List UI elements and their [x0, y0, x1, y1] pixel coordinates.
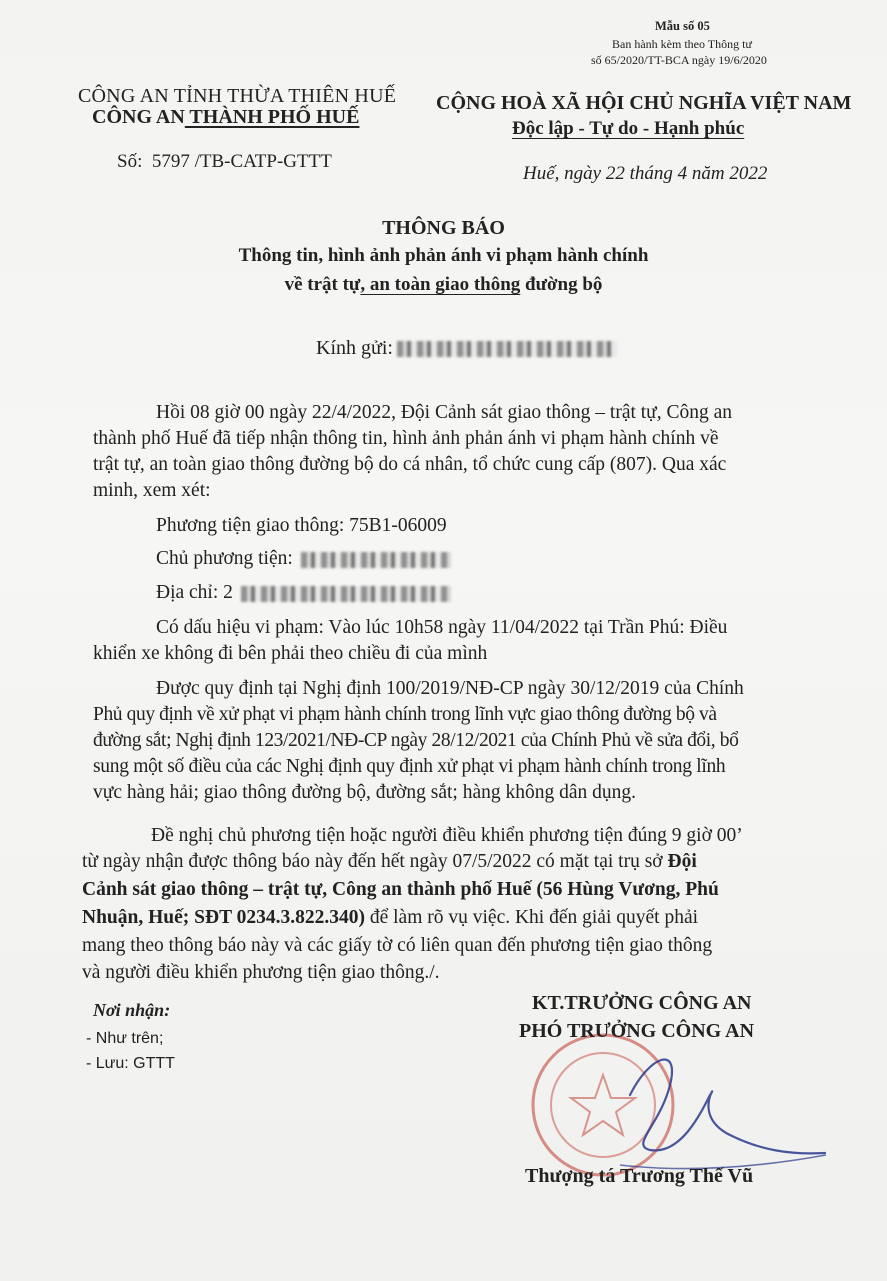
subtitle-part1: về trật tự [284, 274, 361, 295]
form-issued-line1: Ban hành kèm theo Thông tư [612, 37, 752, 51]
owner-info [156, 546, 451, 572]
paragraph3-line2-text: từ ngày nhận được thông báo này đến hết ngày 07/5/2022 có mặt tại trụ sở [82, 851, 668, 872]
form-number: Mẫu số 05 [655, 19, 710, 33]
document-subtitle-line1: Thông tin, hình ảnh phản ánh vi phạm hành chính [238, 245, 649, 266]
paragraph3-line4-bold: Nhuận, Huế; SĐT 0234.3.822.340) [82, 907, 365, 928]
paragraph2-line1: Được quy định tại Nghị định 100/2019/NĐ-CP ngày 30/12/2019 của Chính [156, 678, 744, 699]
redacted-recipient [397, 341, 617, 357]
document-number [117, 151, 332, 173]
issuing-organization [92, 106, 359, 129]
document-date: Huế, ngày 22 tháng 4 năm 2022 [523, 163, 768, 184]
recipients-heading: Nơi nhận: [93, 1000, 171, 1020]
paragraph3-line1: Đề nghị chủ phương tiện hoặc người điều khiển phương tiện đúng 9 giờ 00’ [151, 825, 743, 846]
parent-organization: CÔNG AN TỈNH THỪA THIÊN HUẾ [78, 85, 397, 107]
recipients-item-1: - Như trên; [86, 1030, 164, 1047]
handwritten-signature [590, 1035, 830, 1175]
paragraph3-line3: Cảnh sát giao thông – trật tự, Công an thành phố Huế (56 Hùng Vương, Phú [82, 879, 719, 900]
paragraph1-line4: minh, xem xét: [93, 480, 211, 501]
paragraph3-line6: và người điều khiển phương tiện giao thông./. [82, 962, 440, 983]
owner-label: Chủ phương tiện: [156, 548, 293, 569]
signatory-title-2: PHÓ TRƯỞNG CÔNG AN [519, 1020, 755, 1042]
org-name-part1: CÔNG AN [92, 106, 185, 128]
org-name-part2: THÀNH PHỐ HUẾ [184, 106, 360, 128]
signatory-title-1: KT.TRƯỞNG CÔNG AN [532, 992, 752, 1014]
form-issued-line2: số 65/2020/TT-BCA ngày 19/6/2020 [591, 53, 767, 67]
recipient-label: Kính gửi: [316, 337, 393, 359]
address-info [156, 580, 451, 606]
document-title: THÔNG BÁO [382, 217, 505, 239]
paragraph3-line4 [82, 905, 698, 931]
redacted-owner [301, 552, 451, 568]
signer-name: Thượng tá Trương Thế Vũ [525, 1165, 754, 1187]
paragraph3-line2-bold: Đội [667, 851, 697, 872]
address-label: Địa chỉ: 2 [156, 582, 233, 603]
subtitle-part3: đường bộ [520, 274, 603, 295]
recipient-line [316, 337, 617, 360]
paragraph2-line4: sung một số điều của các Nghị định quy định xử phạt vi phạm hành chính trong lĩnh [93, 756, 726, 777]
national-title: CỘNG HOÀ XÃ HỘI CHỦ NGHĨA VIỆT NAM [436, 92, 852, 114]
document-number-label: Số: [117, 151, 143, 172]
recipients-item-2: - Lưu: GTTT [86, 1055, 175, 1072]
paragraph2-line3: đường sắt; Nghị định 123/2021/NĐ-CP ngày 28/12/2021 của Chính Phủ về sửa đổi, bổ [93, 730, 739, 751]
paragraph1-line1: Hồi 08 giờ 00 ngày 22/4/2022, Đội Cảnh sát giao thông – trật tự, Công an [156, 402, 733, 423]
national-motto: Độc lập - Tự do - Hạnh phúc [512, 118, 745, 139]
violation-line1: Có dấu hiệu vi phạm: Vào lúc 10h58 ngày 11/04/2022 tại Trần Phú: Điều [156, 617, 728, 638]
vehicle-info: Phương tiện giao thông: 75B1-06009 [156, 515, 447, 536]
document-number-value: 5797 /TB-CATP-GTTT [151, 151, 332, 172]
violation-line2: khiển xe không đi bên phải theo chiều đi của mình [93, 643, 488, 664]
paragraph1-line3: trật tự, an toàn giao thông đường bộ do cá nhân, tổ chức cung cấp (807). Qua xác [93, 454, 727, 475]
paragraph2-line2: Phủ quy định về xử phạt vi phạm hành chính trong lĩnh vực giao thông đường bộ và [93, 704, 717, 725]
paragraph3-line5: mang theo thông báo này và các giấy tờ có liên quan đến phương tiện giao thông [82, 935, 713, 956]
paragraph3-line2 [82, 849, 697, 875]
subtitle-part2: , an toàn giao thông [360, 274, 521, 295]
paragraph3-line4-text: để làm rõ vụ việc. Khi đến giải quyết phải [364, 907, 699, 928]
paragraph2-line5: vực hàng hải; giao thông đường bộ, đường sắt; hàng không dân dụng. [93, 782, 637, 803]
document-subtitle-line2 [0, 274, 887, 296]
paragraph1-line2: thành phố Huế đã tiếp nhận thông tin, hình ảnh phản ánh vi phạm hành chính về [93, 428, 719, 449]
redacted-address [241, 586, 451, 602]
